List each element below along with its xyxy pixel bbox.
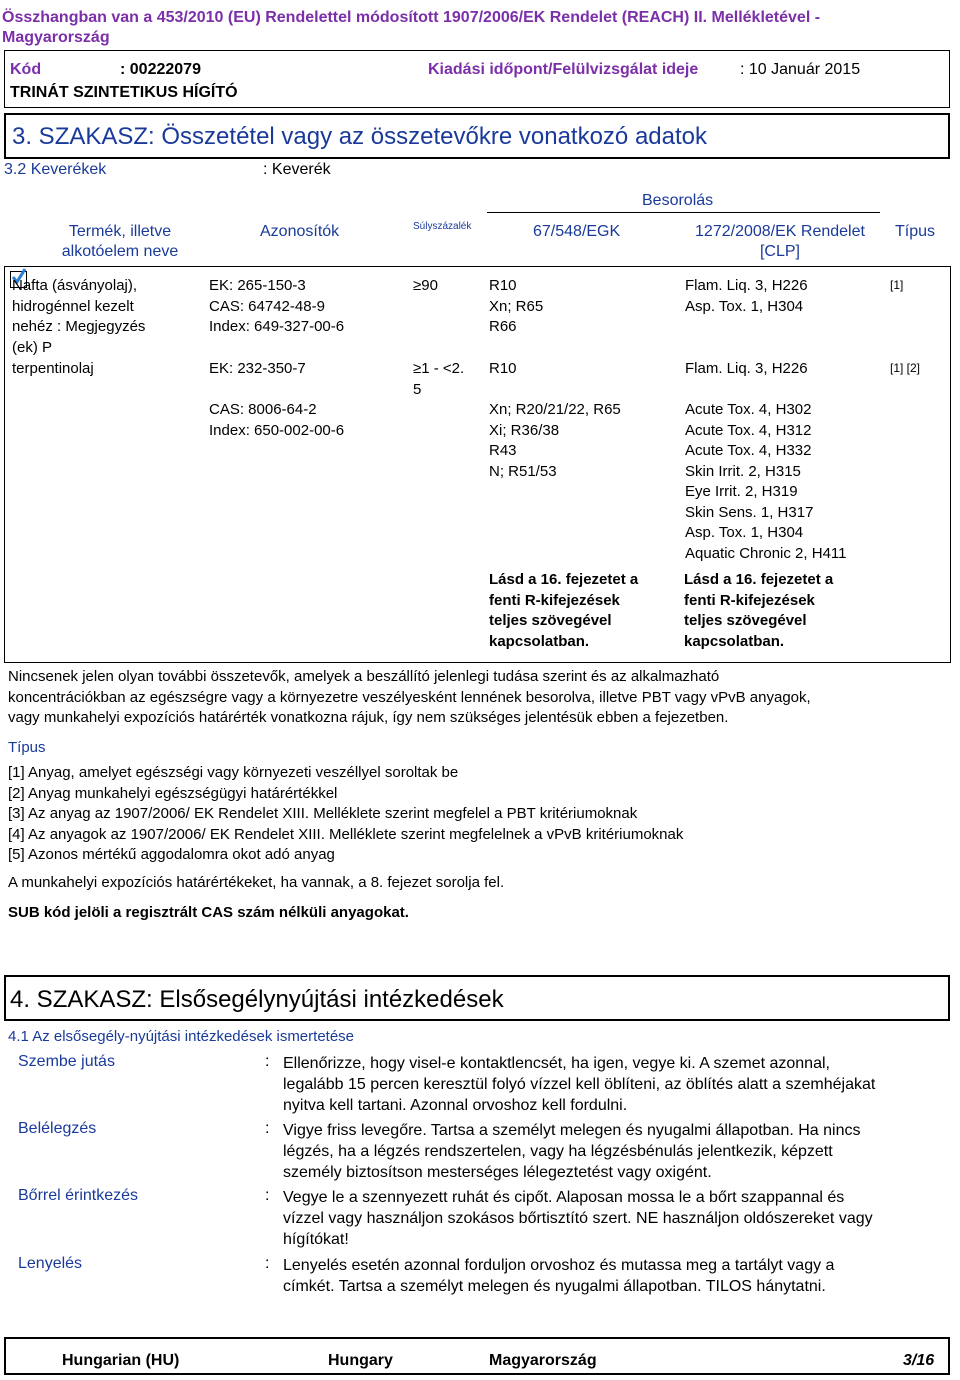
inhalation-label: Belélegzés — [18, 1120, 97, 1137]
mixtures-value: : Keverék — [263, 161, 331, 178]
row1-type: [1] — [890, 278, 904, 292]
skin-contact-label: Bőrrel érintkezés — [18, 1187, 139, 1204]
regulation-title-line2: Magyarország — [2, 29, 110, 46]
col-header-eec: 67/548/EGK — [533, 223, 621, 240]
row2-eec-rest: Xn; R20/21/22, R65 Xi; R36/38 R43 N; R51/53 — [489, 401, 621, 480]
ingestion-colon: : — [265, 1255, 270, 1272]
table-top-border — [4, 266, 950, 267]
table-bottom-border — [4, 662, 951, 663]
row2-ids-ek: EK: 232-350-7 — [209, 360, 306, 377]
row2-clp-rest: Acute Tox. 4, H302 Acute Tox. 4, H312 Acute Tox. 4, H332 Skin Irrit. 2, H315 Eye Irrit. 2, H319 Skin Sens. 1, H317 Asp. Tox. 1, H304 Aquatic Chronic 2, H411 — [685, 401, 847, 562]
eye-contact-label: Szembe jutás — [18, 1053, 115, 1070]
eye-contact-colon: : — [265, 1053, 270, 1070]
no-further-ingredients-note: Nincsenek jelen olyan további összetevők, amelyek a beszállító jelenlegi tudása szerint és az alkalmazható koncentrációkban az egészségre vagy a környezetre veszélyesként lennének besorolva, illetve PBT vagy vPvB anyagok, vagy munkahelyi expozíciós határérték vonatkozna rájuk, így nem szükséges jelentésük ebben a fejezetben. — [8, 668, 811, 726]
col-header-clp: 1272/2008/EK Rendelet [CLP] — [695, 223, 865, 260]
footer-country: Hungary — [328, 1352, 393, 1369]
skin-contact-text: Vegye le a szennyezett ruhát és cipőt. Alaposan mossa le a bőrt szappannal és vízzel vagy használjon szokásos bőrtisztító szert. NE használjon oldószereket vagy hígítókat! — [283, 1189, 873, 1248]
page-footer — [4, 1337, 950, 1375]
section3-header — [4, 113, 950, 159]
section4-header — [4, 975, 950, 1021]
table-left-border — [4, 266, 5, 662]
col-header-weight: Súlyszázalék — [413, 221, 472, 232]
product-name: TRINÁT SZINTETIKUS HÍGÍTÓ — [10, 84, 238, 101]
exposure-note: A munkahelyi expozíciós határértékeket, ha vannak, a 8. fejezet sorolja fel. — [8, 874, 505, 891]
row2-ids-rest: CAS: 8006-64-2 Index: 650-002-00-6 — [209, 401, 345, 439]
row2-type: [1] [2] — [890, 361, 921, 375]
type-heading: Típus — [8, 739, 46, 756]
classification-heading: Besorolás — [642, 192, 714, 209]
issue-date-label: Kiadási időpont/Felülvizsgálat ideje — [428, 61, 699, 78]
mixtures-label: 3.2 Keverékek — [4, 161, 107, 178]
sub-code-note: SUB kód jelöli a regisztrált CAS szám nélküli anyagokat. — [8, 904, 409, 921]
see-section16-clp: Lásd a 16. fejezetet a fenti R-kifejezések teljes szövegével kapcsolatban. — [684, 571, 834, 650]
row1-weight: ≥90 — [413, 277, 438, 294]
see-section16-eec: Lásd a 16. fejezetet a fenti R-kifejezések teljes szövegével kapcsolatban. — [489, 571, 639, 650]
inhalation-text: Vigye friss levegőre. Tartsa a személyt melegen és nyugalmi állapotban. Ha nincs légzés, ha a légzés rendszertelen, vagy ha légzésbénulás jelentkezik, képzett személy biztosítson mesterséges lélegeztetést vagy oxigént. — [283, 1122, 861, 1181]
row1-name: Nafta (ásványolaj), hidrogénnel kezelt nehéz : Megjegyzés (ek) P — [12, 277, 146, 356]
type-notes: [1] Anyag, amelyet egészségi vagy környezeti veszéllyel soroltak be [2] Anyag munkahelyi egészségügyi határértékkel [3] Az anyag az 1907/2006/ EK Rendelet XIII. Melléklete szerint megfelel a PBT kritériumoknak [4] Az anyagok az 1907/2006/ EK Rendelet XIII. Melléklete szerint megfelelnek a vPvB kritériumoknak [5] Azonos mértékű aggodalomra okot adó anyag — [8, 764, 684, 864]
inhalation-colon: : — [265, 1120, 270, 1137]
regulation-title-line1: Összhangban van a 453/2010 (EU) Rendelettel módosított 1907/2006/EK Rendelet (REACH) II. Mellékletével - — [2, 9, 821, 26]
table-right-border — [950, 266, 951, 662]
ingestion-text: Lenyelés esetén azonnal forduljon orvoshoz és mutassa meg a tartályt vagy a címkét. Tartsa a személyt melegen és nyugalmi állapotban. TILOS hánytatni. — [283, 1257, 835, 1295]
footer-page-number: 3/16 — [903, 1352, 935, 1369]
code-label: Kód — [10, 61, 42, 78]
row2-clp-flam: Flam. Liq. 3, H226 — [685, 360, 808, 377]
skin-contact-colon: : — [265, 1187, 270, 1204]
row1-clp: Flam. Liq. 3, H226 Asp. Tox. 1, H304 — [685, 277, 808, 315]
issue-date-value: : 10 Január 2015 — [740, 61, 861, 78]
col-header-ids: Azonosítók — [260, 223, 340, 240]
row1-eec: R10 Xn; R65 R66 — [489, 277, 544, 335]
section4-title: 4. SZAKASZ: Elsősegélynyújtási intézkedések — [10, 986, 504, 1013]
col-header-type: Típus — [895, 223, 936, 240]
ingestion-label: Lenyelés — [18, 1255, 83, 1272]
row2-eec-r10: R10 — [489, 360, 517, 377]
section3-title: 3. SZAKASZ: Összetétel vagy az összetevőkre vonatkozó adatok — [12, 123, 708, 150]
row2-weight: ≥1 - <2. 5 — [413, 360, 465, 398]
footer-country-local: Magyarország — [489, 1352, 597, 1369]
classification-divider — [487, 212, 880, 213]
col-header-product: Termék, illetve alkotóelem neve — [61, 223, 179, 260]
code-value: : 00222079 — [120, 61, 201, 78]
row1-ids: EK: 265-150-3 CAS: 64742-48-9 Index: 649-327-00-6 — [209, 277, 345, 335]
footer-language: Hungarian (HU) — [62, 1352, 180, 1369]
eye-contact-text: Ellenőrizze, hogy visel-e kontaktlencsét, ha igen, vegye ki. A szemet azonnal, legalább 15 percen keresztül folyó vízzel kell öblíteni, az öblítés alatt a szemhéjakat nyitva kell tartani. Azonnal orvoshoz kell fordulni. — [283, 1055, 876, 1114]
section4-subtitle: 4.1 Az elsősegély-nyújtási intézkedések ismertetése — [8, 1028, 355, 1045]
row2-name: terpentinolaj — [12, 360, 94, 377]
